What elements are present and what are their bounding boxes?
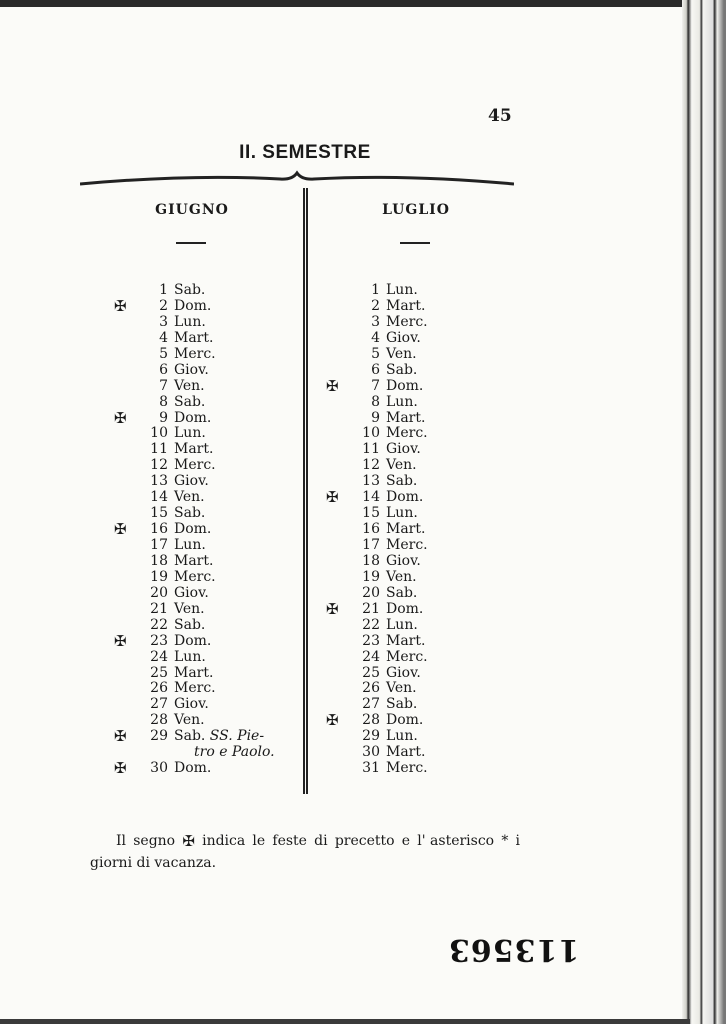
- weekday-abbrev: Dom.: [386, 712, 424, 729]
- day-entry: [352, 506, 428, 522]
- page-number: 45: [488, 106, 512, 126]
- day-entry: [140, 315, 275, 331]
- day-number: 1: [371, 282, 380, 298]
- day-number: 17: [150, 537, 168, 553]
- weekday-abbrev: Ven.: [174, 712, 205, 729]
- day-number: 20: [150, 584, 168, 601]
- day-number: 30: [150, 760, 168, 777]
- footnote-word: le: [252, 833, 266, 849]
- day-entry: [140, 458, 275, 474]
- day-number: 16: [150, 521, 168, 538]
- day-number: 26: [362, 680, 380, 697]
- day-entry: [352, 761, 428, 777]
- day-entry: [326, 376, 428, 395]
- maltese-cross-icon: ✠: [114, 296, 127, 315]
- day-entry: [352, 681, 428, 697]
- day-number: 11: [150, 441, 168, 458]
- heading-dash: [176, 242, 206, 244]
- weekday-abbrev: Sab.: [174, 282, 206, 298]
- day-entry: [140, 602, 275, 618]
- day-number: 22: [362, 616, 380, 633]
- weekday-abbrev: Lun.: [386, 282, 418, 298]
- weekday-abbrev: Sab.: [174, 728, 206, 745]
- day-entry: [140, 650, 275, 666]
- day-number: 28: [362, 712, 380, 729]
- day-number: 12: [362, 457, 380, 474]
- weekday-abbrev: Mart.: [386, 409, 426, 426]
- weekday-abbrev: Mart.: [174, 441, 214, 458]
- day-number: 15: [362, 505, 380, 522]
- column-divider: [303, 188, 308, 794]
- day-entry: [114, 520, 275, 539]
- weekday-abbrev: Ven.: [386, 345, 417, 362]
- footnote-word: indica: [202, 833, 246, 849]
- day-number: 13: [362, 473, 380, 490]
- weekday-abbrev: Lun.: [386, 728, 418, 745]
- day-entry: [114, 631, 275, 650]
- weekday-abbrev: Giov.: [174, 584, 209, 601]
- day-number: 6: [371, 361, 380, 378]
- day-number: 9: [371, 409, 380, 426]
- footnote-word: precetto: [334, 833, 395, 849]
- weekday-abbrev: Dom.: [174, 632, 212, 649]
- day-number: 18: [362, 552, 380, 569]
- day-number: 14: [150, 489, 168, 506]
- weekday-abbrev: Merc.: [386, 425, 428, 442]
- footnote-word: l' asterisco: [417, 833, 495, 849]
- footnote-word: e: [401, 833, 411, 849]
- maltese-cross-icon: ✠: [114, 520, 127, 539]
- day-entry: [352, 538, 428, 554]
- day-entry: [326, 488, 428, 507]
- weekday-abbrev: Ven.: [386, 568, 417, 585]
- library-stamp: 113563: [448, 932, 580, 967]
- weekday-abbrev: Mart.: [174, 329, 214, 346]
- footnote: [90, 830, 520, 874]
- footnote-word: segno: [133, 833, 176, 849]
- weekday-abbrev: Merc.: [386, 313, 428, 330]
- day-entry: [352, 347, 428, 363]
- day-entry: [352, 474, 428, 490]
- day-entry: [140, 283, 275, 299]
- month-heading-giugno: GIUGNO: [155, 202, 229, 218]
- day-entry: [352, 458, 428, 474]
- day-number: 8: [371, 393, 380, 410]
- footnote-word: di: [314, 833, 328, 849]
- weekday-abbrev: Sab.: [174, 505, 206, 522]
- weekday-abbrev: Lun.: [386, 505, 418, 522]
- weekday-abbrev: Dom.: [386, 377, 424, 394]
- day-number: 3: [159, 313, 168, 330]
- day-entry: [140, 442, 275, 458]
- weekday-abbrev: Giov.: [174, 696, 209, 713]
- day-entry: [352, 570, 428, 586]
- day-number: 27: [362, 696, 380, 713]
- weekday-abbrev: Lun.: [174, 537, 206, 553]
- day-number: 7: [371, 377, 380, 394]
- day-entry: [352, 650, 428, 666]
- day-entry: [352, 666, 428, 682]
- day-number: 21: [150, 600, 168, 617]
- day-entry: [326, 599, 428, 618]
- day-number: 28: [150, 712, 168, 729]
- day-entry: [114, 408, 275, 427]
- day-entry: [140, 331, 275, 347]
- day-number: 9: [159, 409, 168, 426]
- maltese-cross-icon: ✠: [326, 376, 339, 395]
- day-number: 25: [150, 664, 168, 681]
- maltese-cross-icon: ✠: [182, 832, 195, 850]
- day-entry: [140, 554, 275, 570]
- day-number: 4: [371, 329, 380, 346]
- day-entry: [352, 522, 428, 538]
- day-entry: [352, 363, 428, 379]
- day-number: 23: [150, 632, 168, 649]
- weekday-abbrev: Mart.: [386, 632, 426, 649]
- day-entry: [352, 442, 428, 458]
- day-number: 12: [150, 457, 168, 474]
- weekday-abbrev: Dom.: [174, 409, 212, 426]
- day-entry: [352, 729, 428, 745]
- page-bottom-edge: [0, 1019, 690, 1024]
- weekday-abbrev: Sab.: [386, 473, 418, 490]
- day-entry: [352, 283, 428, 299]
- day-number: 13: [150, 473, 168, 490]
- month-heading-luglio: LUGLIO: [382, 202, 450, 218]
- weekday-abbrev: Merc.: [386, 760, 428, 777]
- day-number: 5: [159, 345, 168, 362]
- day-entry: [352, 411, 428, 427]
- day-entry: [140, 490, 275, 506]
- day-number: 8: [159, 393, 168, 410]
- weekday-abbrev: Lun.: [386, 616, 418, 633]
- day-entry: [352, 634, 428, 650]
- footnote-word: *: [501, 833, 509, 849]
- ornamental-rule: [80, 170, 514, 188]
- day-entry: [140, 681, 275, 697]
- weekday-abbrev: Giov.: [386, 329, 421, 346]
- day-entry: [140, 379, 275, 395]
- day-number: 29: [150, 728, 168, 745]
- weekday-abbrev: Sab.: [174, 616, 206, 633]
- day-entry: [352, 331, 428, 347]
- day-number: 18: [150, 552, 168, 569]
- footnote-line-2: giorni di vacanza.: [90, 855, 217, 871]
- weekday-abbrev: Giov.: [386, 664, 421, 681]
- day-number: 25: [362, 664, 380, 681]
- day-entry: [114, 759, 275, 778]
- weekday-abbrev: Sab.: [386, 361, 418, 378]
- weekday-abbrev: Sab.: [386, 584, 418, 601]
- day-number: 10: [362, 425, 380, 442]
- page-top-edge: [0, 0, 690, 7]
- day-number: 19: [362, 568, 380, 585]
- weekday-abbrev: Merc.: [174, 568, 216, 585]
- maltese-cross-icon: ✠: [326, 711, 339, 730]
- maltese-cross-icon: ✠: [326, 488, 339, 507]
- weekday-abbrev: Lun.: [174, 313, 206, 330]
- day-entry: [140, 538, 275, 554]
- weekday-abbrev: Lun.: [386, 393, 418, 410]
- maltese-cross-icon: ✠: [114, 631, 127, 650]
- weekday-abbrev: Mart.: [386, 521, 426, 538]
- giugno-day-list: [114, 282, 275, 778]
- weekday-abbrev: Sab.: [386, 696, 418, 713]
- day-entry: [140, 347, 275, 363]
- day-number: 19: [150, 568, 168, 585]
- day-number: 16: [362, 521, 380, 538]
- day-entry: [140, 395, 275, 411]
- day-number: 30: [362, 744, 380, 761]
- weekday-abbrev: Merc.: [174, 680, 216, 697]
- day-number: 7: [159, 377, 168, 394]
- weekday-abbrev: Mart.: [386, 297, 426, 314]
- day-number: 21: [362, 600, 380, 617]
- day-number: 24: [150, 648, 168, 665]
- weekday-abbrev: Lun.: [174, 425, 206, 442]
- day-number: 6: [159, 361, 168, 378]
- day-number: 29: [362, 728, 380, 745]
- day-number: 15: [150, 505, 168, 522]
- weekday-abbrev: Merc.: [386, 648, 428, 665]
- weekday-abbrev: Merc.: [174, 345, 216, 362]
- weekday-abbrev: Dom.: [174, 521, 212, 538]
- day-entry: [140, 618, 275, 634]
- day-entry: [352, 554, 428, 570]
- day-entry: [352, 618, 428, 634]
- weekday-abbrev: Mart.: [386, 744, 426, 761]
- day-entry: [140, 363, 275, 379]
- weekday-abbrev: Merc.: [386, 537, 428, 553]
- day-number: 3: [371, 313, 380, 330]
- weekday-abbrev: Mart.: [174, 552, 214, 569]
- day-number: 4: [159, 329, 168, 346]
- day-number: 24: [362, 648, 380, 665]
- weekday-abbrev: Lun.: [174, 648, 206, 665]
- page-title: II. SEMESTRE: [239, 142, 371, 163]
- weekday-abbrev: Ven.: [386, 680, 417, 697]
- day-number: 11: [362, 441, 380, 458]
- day-entry: [140, 506, 275, 522]
- day-entry: [140, 666, 275, 682]
- day-number: 26: [150, 680, 168, 697]
- day-number: 17: [362, 537, 380, 553]
- weekday-abbrev: Merc.: [174, 457, 216, 474]
- day-number: 2: [371, 297, 380, 314]
- day-entry: [352, 315, 428, 331]
- day-number: 14: [362, 489, 380, 506]
- day-number: 2: [159, 297, 168, 314]
- maltese-cross-icon: ✠: [114, 727, 127, 746]
- day-entry: [326, 711, 428, 730]
- day-entry: [140, 713, 275, 729]
- luglio-day-list: [326, 282, 428, 777]
- day-number: 27: [150, 696, 168, 713]
- day-number: 22: [150, 616, 168, 633]
- heading-dash: [400, 242, 430, 244]
- day-number: 20: [362, 584, 380, 601]
- maltese-cross-icon: ✠: [114, 408, 127, 427]
- day-entry: [352, 586, 428, 602]
- weekday-abbrev: Sab.: [174, 393, 206, 410]
- day-entry: [140, 697, 275, 713]
- day-entry: [352, 745, 428, 761]
- weekday-abbrev: Ven.: [386, 457, 417, 474]
- weekday-abbrev: Giov.: [174, 361, 209, 378]
- day-entry: [140, 570, 275, 586]
- day-entry: [140, 586, 275, 602]
- weekday-abbrev: Giov.: [174, 473, 209, 490]
- book-spine-edge: [682, 0, 726, 1024]
- weekday-abbrev: Dom.: [386, 600, 424, 617]
- day-entry: [114, 727, 275, 746]
- day-entry: [140, 426, 275, 442]
- footnote-line-1: [90, 830, 520, 852]
- weekday-abbrev: Ven.: [174, 377, 205, 394]
- day-entry: [352, 299, 428, 315]
- day-entry: [114, 296, 275, 315]
- weekday-abbrev: Ven.: [174, 600, 205, 617]
- weekday-abbrev: Dom.: [174, 297, 212, 314]
- weekday-abbrev: Giov.: [386, 441, 421, 458]
- maltese-cross-icon: ✠: [326, 599, 339, 618]
- feast-note-continuation: tro e Paolo.: [194, 744, 275, 761]
- footnote-word: feste: [272, 833, 307, 849]
- day-number: 1: [159, 282, 168, 298]
- feast-note: SS. Pie-: [205, 728, 265, 745]
- weekday-abbrev: Giov.: [386, 552, 421, 569]
- weekday-abbrev: Mart.: [174, 664, 214, 681]
- day-entry: [352, 697, 428, 713]
- day-number: 31: [362, 760, 380, 777]
- day-entry: [352, 426, 428, 442]
- day-number: 5: [371, 345, 380, 362]
- footnote-word: i: [515, 833, 520, 849]
- day-number: 23: [362, 632, 380, 649]
- weekday-abbrev: Dom.: [174, 760, 212, 777]
- day-entry: [352, 395, 428, 411]
- footnote-word: Il: [116, 833, 127, 849]
- weekday-abbrev: Dom.: [386, 489, 424, 506]
- day-entry: [140, 474, 275, 490]
- day-number: 10: [150, 425, 168, 442]
- weekday-abbrev: Ven.: [174, 489, 205, 506]
- maltese-cross-icon: ✠: [114, 759, 127, 778]
